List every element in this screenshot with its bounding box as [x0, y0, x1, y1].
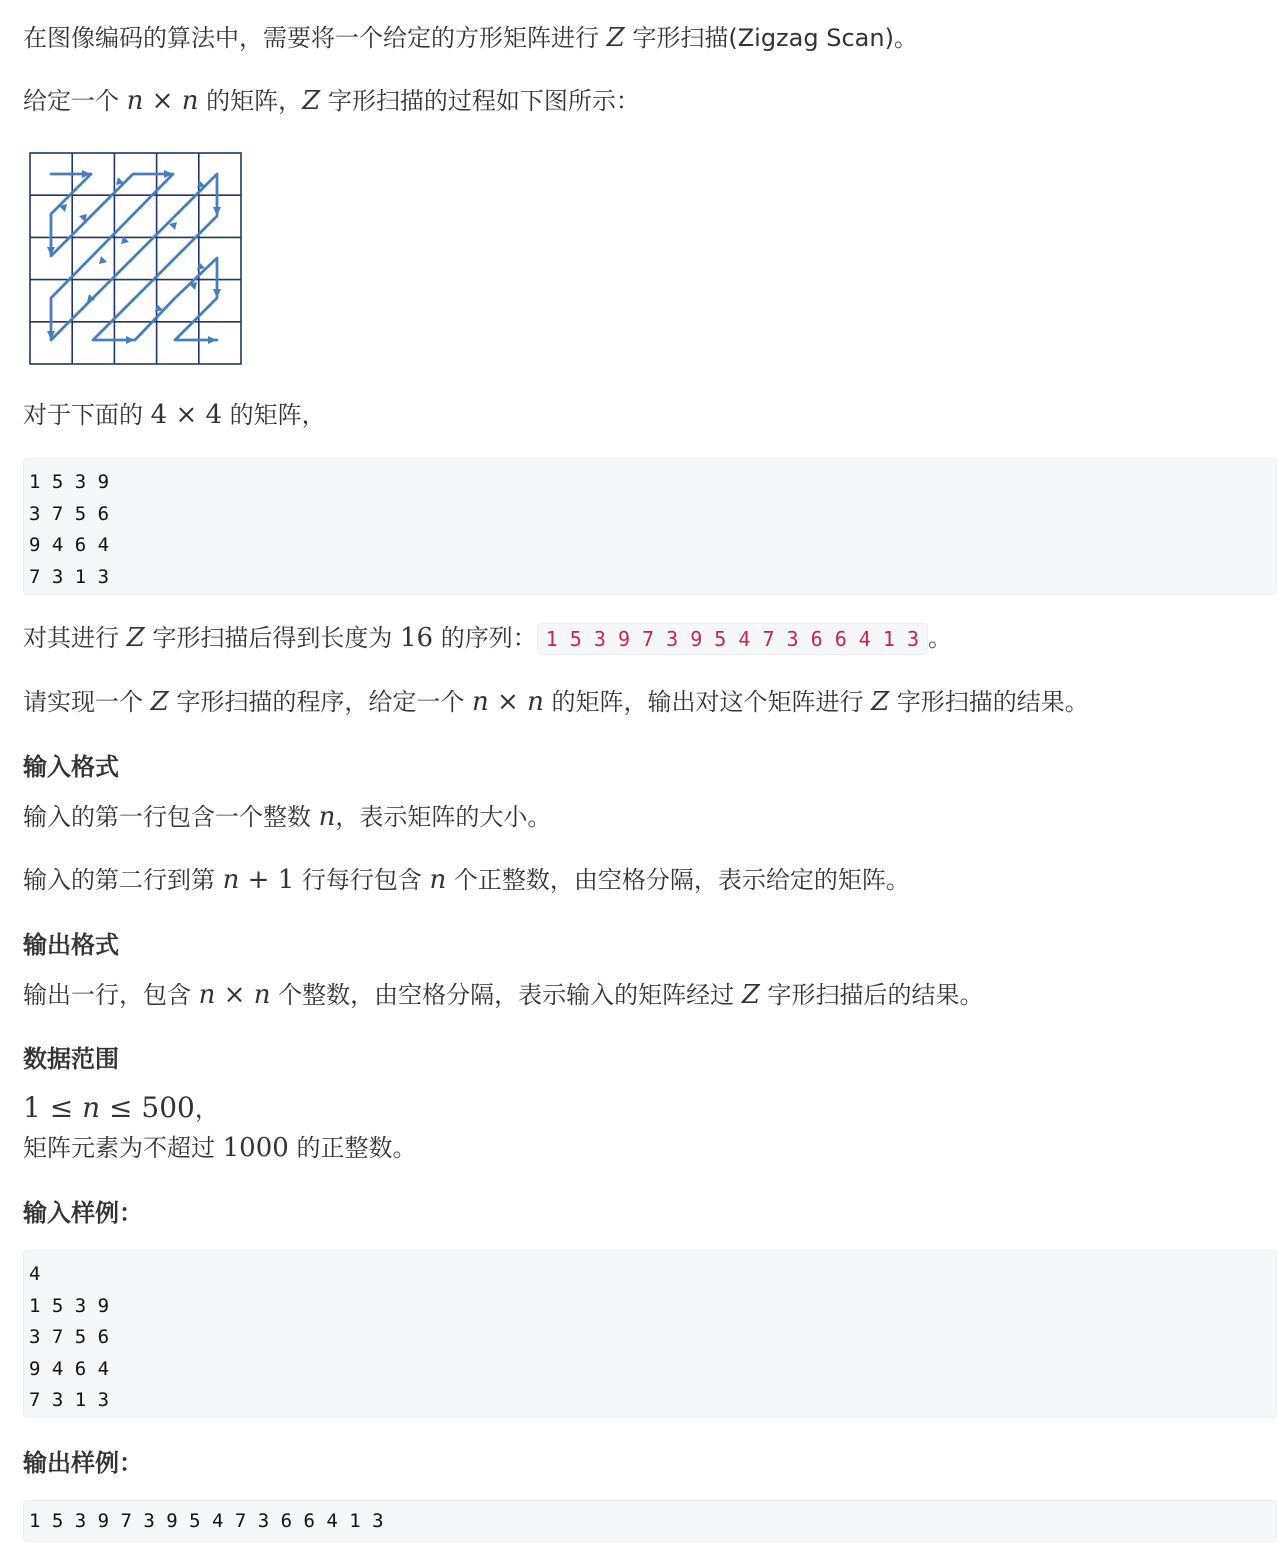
sample-input-line: 3 7 5 6	[29, 1326, 110, 1349]
sample-input-line: 7 3 1 3	[29, 1389, 110, 1412]
result-text: 的序列：	[433, 624, 537, 652]
input-format-text: ，表示矩阵的大小。	[335, 803, 552, 831]
input-format-text: 个正整数，由空格分隔，表示给定的矩阵。	[446, 866, 910, 894]
math-1000: 1000	[222, 1133, 289, 1163]
input-format-text: 输入的第一行包含一个整数	[23, 803, 319, 831]
data-range-line-2	[23, 1132, 416, 1164]
intro-text: 的矩阵，	[198, 87, 303, 115]
math-times: ×	[488, 687, 528, 717]
sample-input-codeblock	[23, 1250, 1277, 1418]
example-intro	[23, 399, 326, 431]
data-range-text: ，	[194, 1095, 219, 1123]
intro-text: 字形扫描的过程如下图所示：	[320, 87, 640, 115]
input-format-text: 输入的第二行到第	[23, 866, 223, 894]
task-text: 的矩阵，输出对这个矩阵进行	[543, 688, 872, 716]
math-var-z: Z	[606, 23, 625, 53]
data-range-text: 矩阵元素为不超过	[23, 1134, 223, 1162]
result-text: 。	[928, 624, 952, 652]
math-var-n: n	[429, 865, 447, 895]
math-var-n: n	[318, 802, 336, 832]
example-text: 对于下面的	[23, 401, 151, 429]
grid-lines	[30, 153, 241, 364]
sample-output-line: 1 5 3 9 7 3 9 5 4 7 3 6 6 4 1 3	[29, 1510, 384, 1532]
zigzag-path	[51, 174, 217, 340]
input-format-heading: 输入格式	[23, 753, 119, 781]
intro-paragraph-2	[23, 85, 640, 117]
task-text: 字形扫描的结果。	[889, 688, 1089, 716]
math-var-n: n	[82, 1091, 101, 1124]
sample-output-heading: 输出样例：	[23, 1449, 143, 1477]
math-var-n: n	[471, 687, 489, 717]
math-var-n: n	[253, 980, 271, 1010]
math-4x4: 4 × 4	[150, 400, 223, 430]
result-sequence-code: 1 5 3 9 7 3 9 5 4 7 3 6 6 4 1 3	[537, 623, 928, 655]
zigzag-scan-diagram	[29, 152, 243, 366]
math-var-n: n	[126, 86, 144, 116]
example-matrix-codeblock	[23, 458, 1277, 595]
intro-text: 给定一个	[23, 87, 127, 115]
output-format-line	[23, 979, 983, 1011]
example-result	[23, 622, 952, 655]
input-format-line-1	[23, 801, 551, 833]
math-var-n: n	[198, 980, 216, 1010]
intro-text: 在图像编码的算法中，需要将一个给定的方形矩阵进行	[23, 24, 607, 52]
math-var-n: n	[527, 687, 544, 717]
intro-text: 字形扫描(Zigzag Scan)。	[624, 24, 918, 52]
math-plus-one: + 1	[239, 865, 295, 895]
input-format-line-2	[23, 864, 910, 896]
math-var-z: Z	[126, 623, 145, 653]
matrix-row: 3 7 5 6	[29, 502, 110, 525]
math-var-z: Z	[150, 687, 169, 717]
output-format-text: 字形扫描后的结果。	[759, 981, 984, 1009]
math-constraint: ≤ 500	[100, 1091, 195, 1124]
math-times: ×	[215, 980, 254, 1010]
data-range-heading: 数据范围	[23, 1045, 119, 1073]
intro-paragraph-1	[23, 22, 918, 54]
output-format-text: 个整数，由空格分隔，表示输入的矩阵经过	[270, 981, 742, 1009]
math-var-z: Z	[871, 687, 890, 717]
zigzag-diagram-svg	[29, 152, 243, 366]
example-text: 的矩阵，	[222, 401, 326, 429]
task-text: 请实现一个	[23, 688, 151, 716]
math-16: 16	[399, 623, 434, 653]
output-format-text: 输出一行，包含	[23, 981, 199, 1009]
matrix-row: 7 3 1 3	[29, 565, 110, 588]
sample-output-codeblock	[23, 1500, 1277, 1542]
input-format-text: 行每行包含	[294, 866, 430, 894]
sample-input-line: 9 4 6 4	[29, 1357, 110, 1380]
task-paragraph	[23, 686, 1089, 718]
math-constraint: 1 ≤	[23, 1091, 83, 1124]
math-times: ×	[143, 86, 182, 116]
math-var-n: n	[181, 86, 199, 116]
sample-input-heading: 输入样例：	[23, 1199, 143, 1227]
math-var-z: Z	[302, 86, 321, 116]
result-text: 对其进行	[23, 624, 127, 652]
math-var-z: Z	[741, 980, 760, 1010]
result-text: 字形扫描后得到长度为	[144, 624, 400, 652]
sample-input-line: 1 5 3 9	[29, 1294, 110, 1317]
data-range-text: 的正整数。	[288, 1134, 417, 1162]
data-range-line-1	[23, 1092, 219, 1125]
output-format-heading: 输出格式	[23, 931, 119, 959]
matrix-row: 9 4 6 4	[29, 534, 110, 557]
task-text: 字形扫描的程序，给定一个	[168, 688, 472, 716]
sample-input-line: 4	[29, 1263, 41, 1285]
math-var-n: n	[222, 865, 240, 895]
matrix-row: 1 5 3 9	[29, 471, 110, 493]
